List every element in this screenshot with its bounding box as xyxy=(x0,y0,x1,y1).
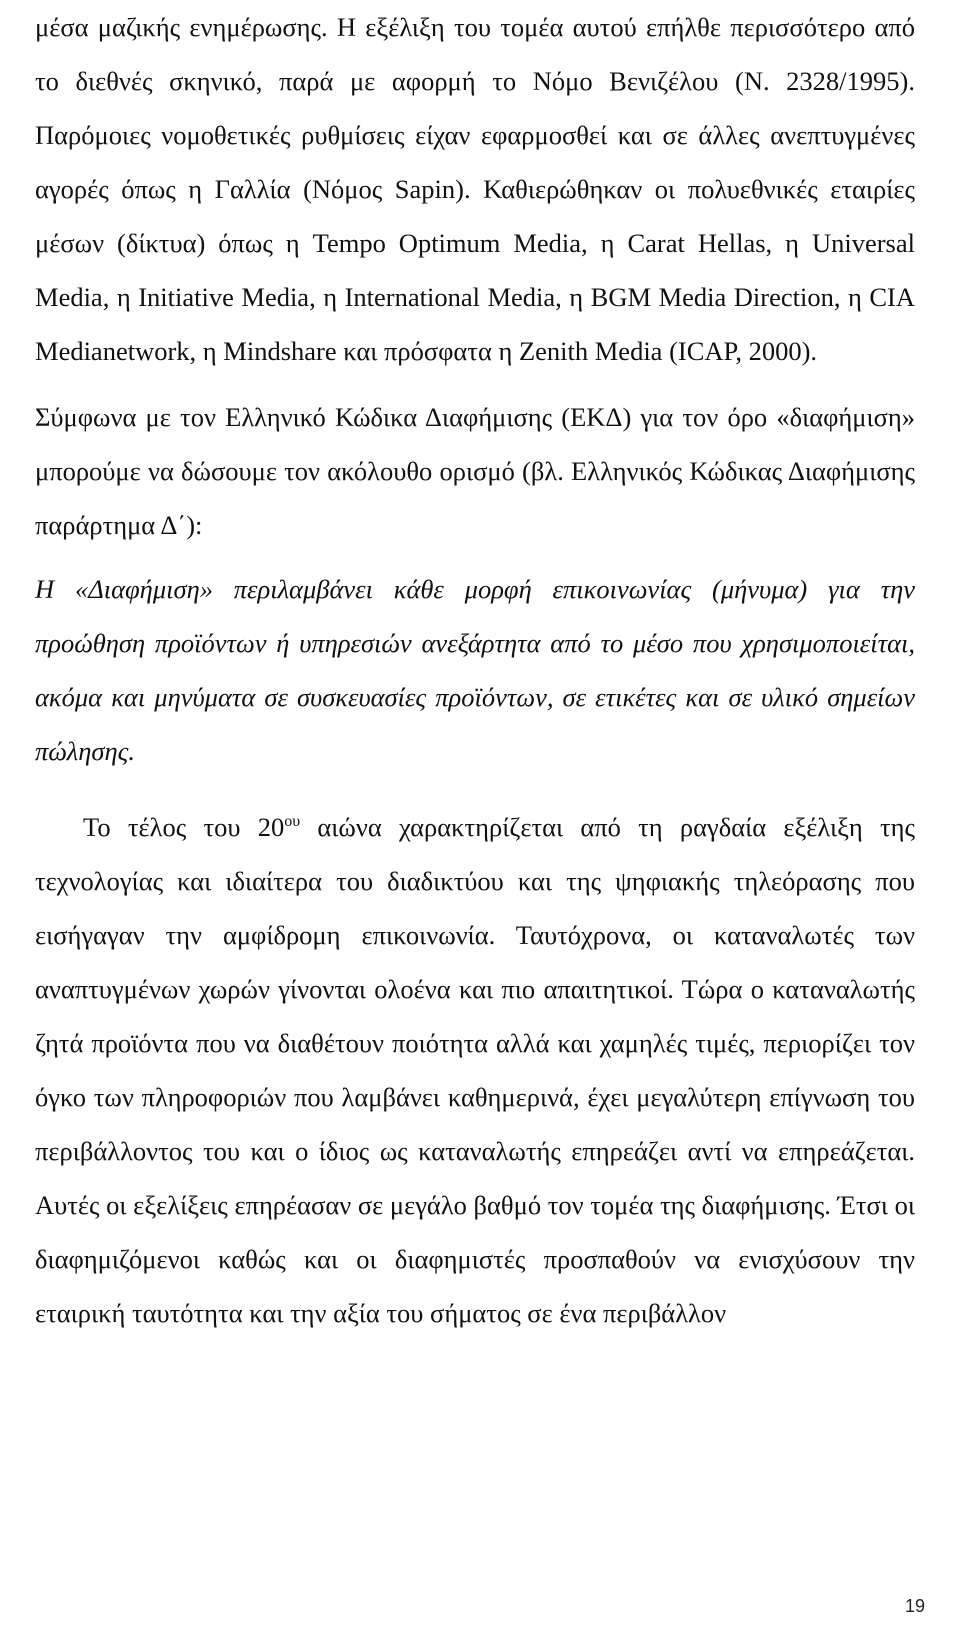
paragraph-20th-century-rest: αιώνα χαρακτηρίζεται από τη ραγδαία εξέλιξη της τεχνολογίας και ιδιαίτερα του διαδικτύου και της ψηφιακής τηλεόρασης που εισήγαγαν την αμφίδρομη επικοινωνία. Ταυτόχρονα, οι καταναλωτές των αναπτυγμένων χωρών γίνονται ολοένα και πιο απαιτητικοί. Τώρα ο καταναλωτής ζητά προϊόντα που να διαθέτουν ποιότητα αλλά και χαμηλές τιμές, περιορίζει τον όγκο των πληροφοριών που λαμβάνει καθημερινά, έχει μεγαλύτερη επίγνωση του περιβάλλοντος του και ο ίδιος ως καταναλωτής επηρεάζει αντί να επηρεάζεται. Αυτές οι εξελίξεις επηρέασαν σε μεγάλο βαθμό τον τομέα της διαφήμισης. Έτσι οι διαφημιζόμενοι καθώς και οι διαφημιστές προσπαθούν να ενισχύσουν την εταιρική ταυτότητα και την αξία του σήματος σε ένα περιβάλλον xyxy=(35,812,915,1328)
paragraph-20th-century xyxy=(35,800,915,1340)
paragraph-advertising-networks: μέσα μαζικής ενημέρωσης. Η εξέλιξη του τομέα αυτού επήλθε περισσότερο από το διεθνές σκηνικό, παρά με αφορμή το Νόμο Βενιζέλου (Ν. 2328/1995). Παρόμοιες νομοθετικές ρυθμίσεις είχαν εφαρμοσθεί και σε άλλες ανεπτυγμένες αγορές όπως η Γαλλία (Νόμος Sapin). Καθιερώθηκαν οι πολυεθνικές εταιρίες μέσων (δίκτυα) όπως η Tempo Optimum Media, η Carat Hellas, η Universal Media, η Initiative Media, η International Media, η BGM Media Direction, η CIA Medianetwork, η Mindshare και πρόσφατα η Zenith Media (ICAP, 2000). xyxy=(35,12,915,366)
paragraph-advertising-definition: Η «Διαφήμιση» περιλαμβάνει κάθε μορφή επικοινωνίας (μήνυμα) για την προώθηση προϊόντων ή υπηρεσιών ανεξάρτητα από το μέσο που χρησιμοποιείται, ακόμα και μηνύματα σε συσκευασίες προϊόντων, σε ετικέτες και σε υλικό σημείων πώλησης. xyxy=(35,574,915,766)
page-number: 19 xyxy=(904,1596,925,1616)
document-page xyxy=(35,0,915,1340)
ordinal-superscript: ου xyxy=(284,813,301,831)
paragraph-20th-century-start: Το τέλος του 20 xyxy=(83,812,285,842)
paragraph-ekd-definition-intro: Σύμφωνα με τον Ελληνικό Κώδικα Διαφήμισης (ΕΚΔ) για τον όρο «διαφήμιση» μπορούμε να δώσουμε τον ακόλουθο ορισμό (βλ. Ελληνικός Κώδικας Διαφήμισης παράρτημα Δ΄): xyxy=(35,402,915,540)
